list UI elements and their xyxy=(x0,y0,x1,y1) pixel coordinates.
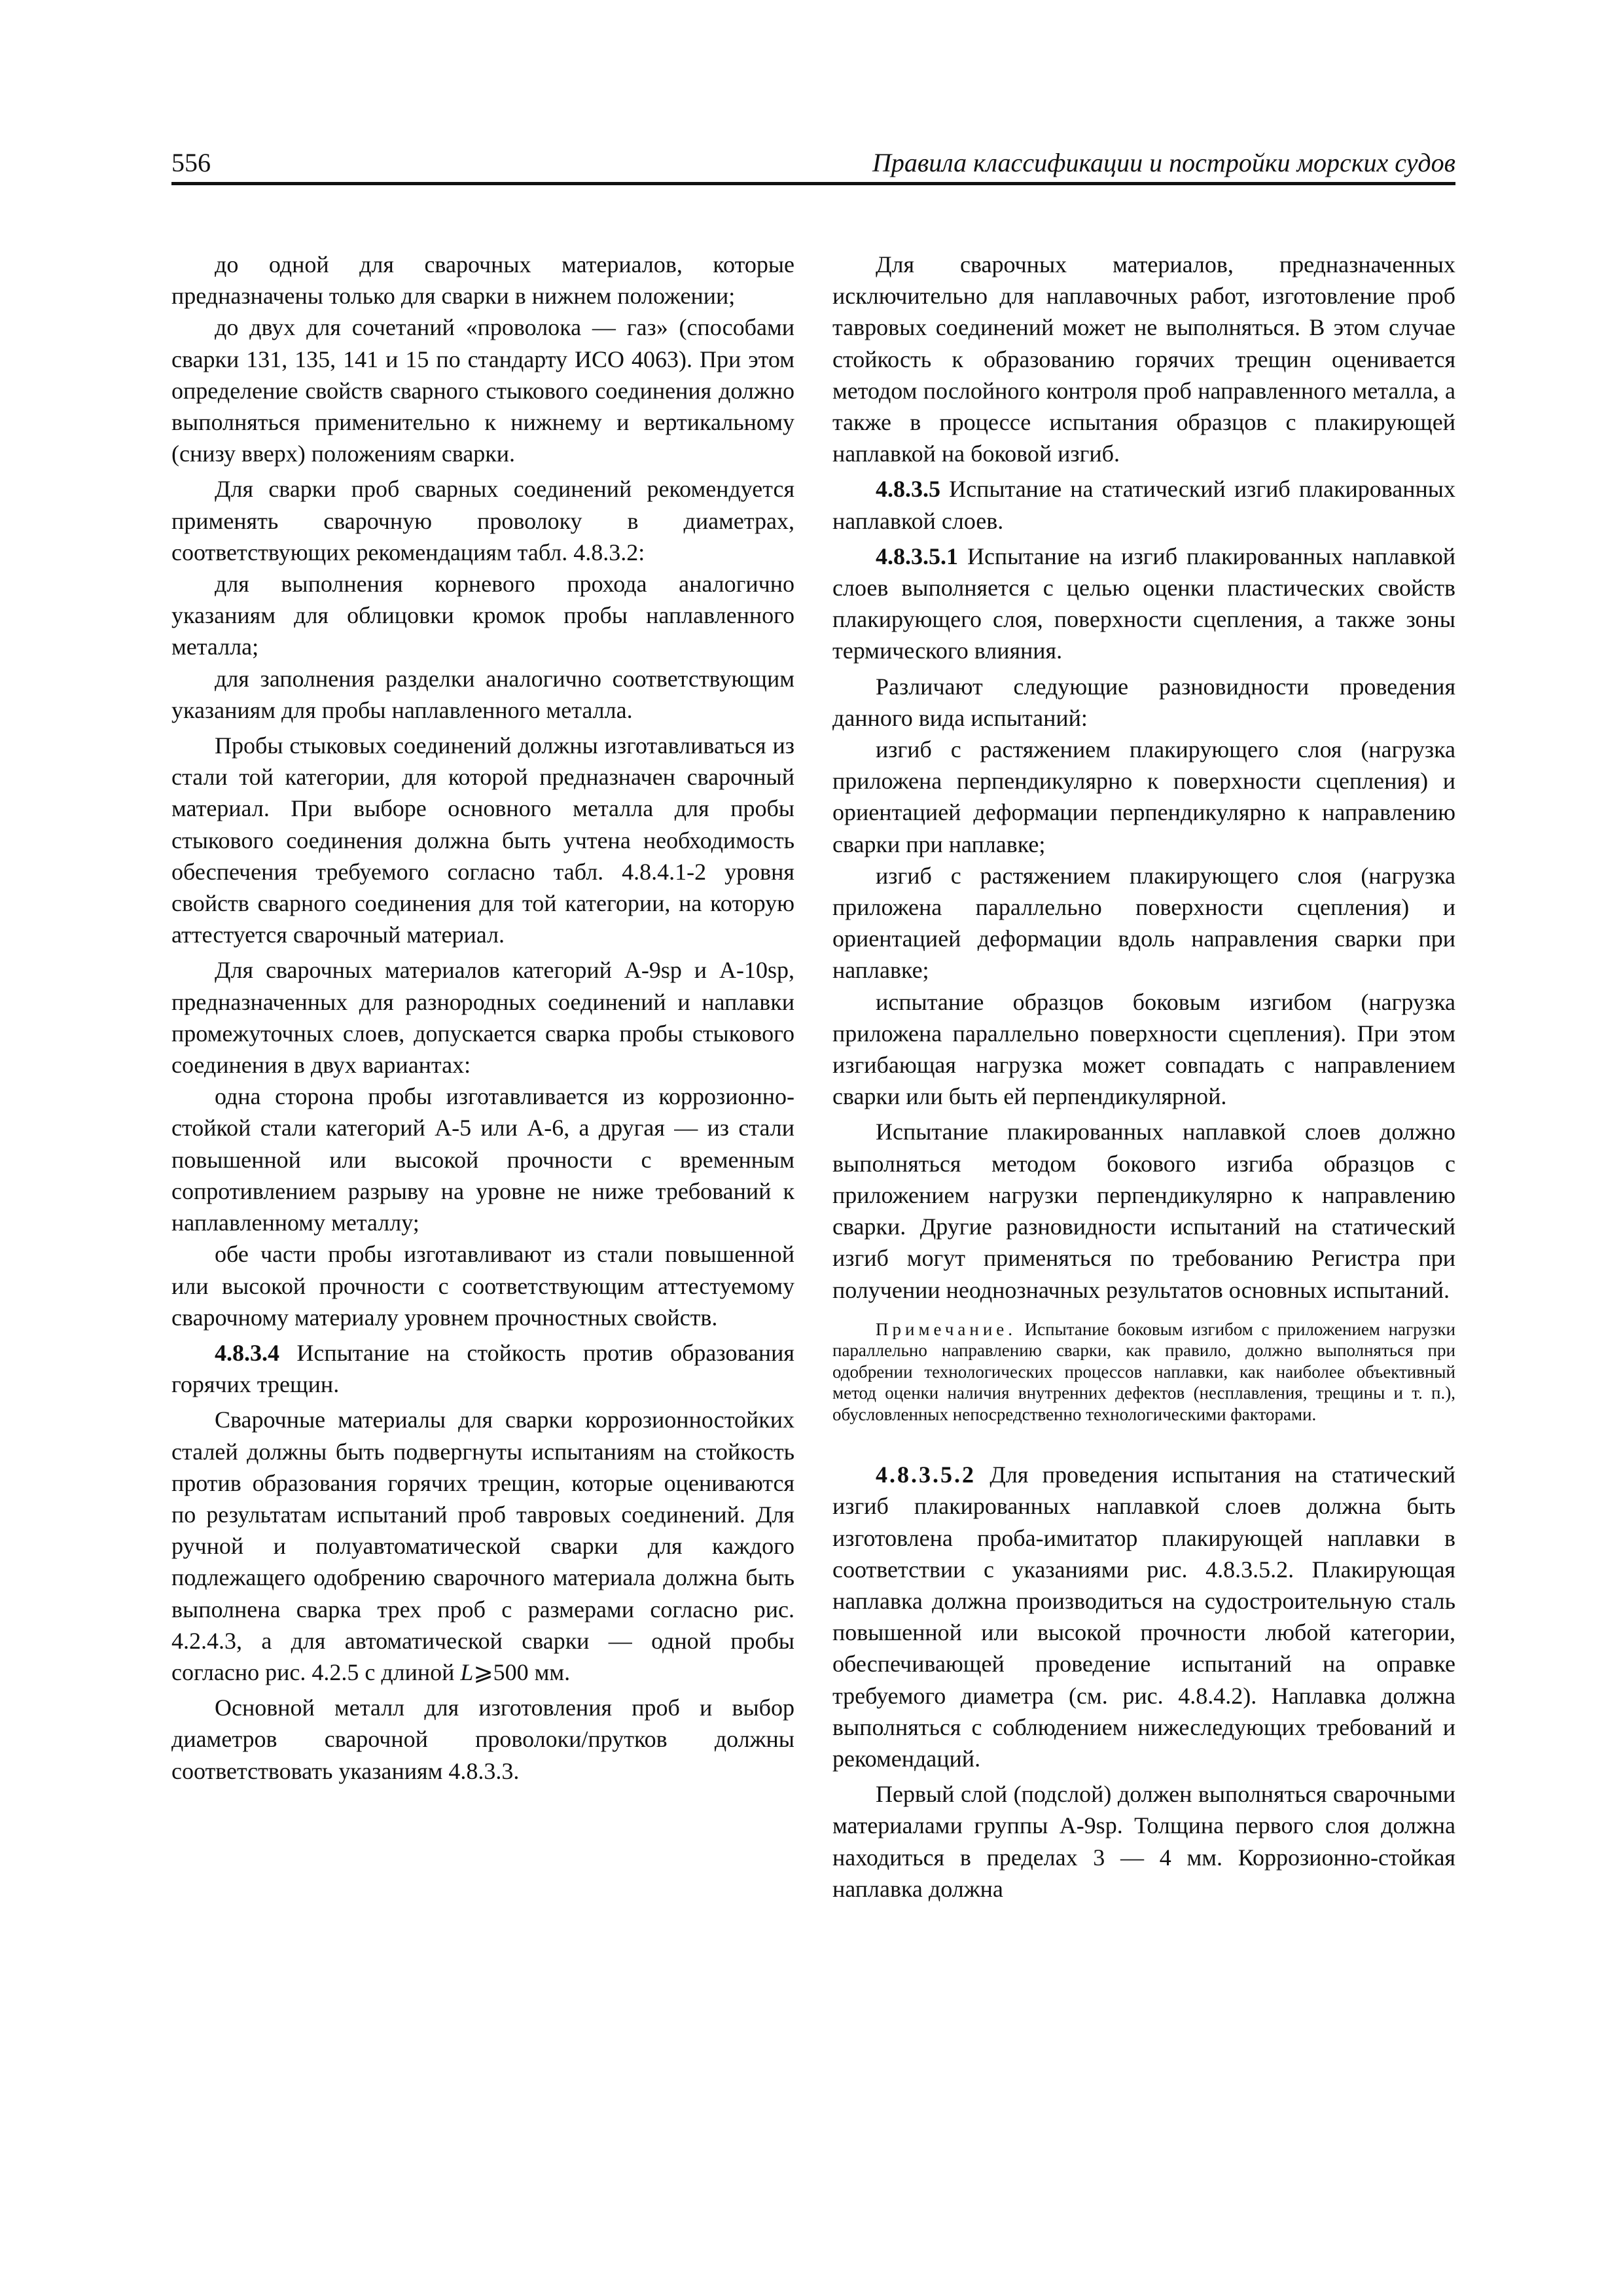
paragraph: Для сварки проб сварных соединений рекомендуется применять сварочную проволоку в диаметрах, соответствующих рекомендациям табл. 4.8.3.2: xyxy=(171,476,794,565)
paragraph: Различают следующие разновидности проведения данного вида испытаний: xyxy=(832,673,1455,731)
page-header xyxy=(171,145,1455,185)
paragraph: до двух для сочетаний «проволока — газ» (способами сварки 131, 135, 141 и 15 по стандарту ИСО 4063). При этом определение свойств сварного стыкового соединения должно выполняться применительно к нижнему и вертикальному (снизу вверх) положениям сварки. xyxy=(171,314,794,467)
section-text: Для проведения испытания на статический изгиб плакированных наплавкой слоев должна быть изготовлена проба-имитатор плакирующей наплавки в соответствии с указаниями рис. 4.8.3.5.2. Плакирующая наплавка должна производиться на судостроительную сталь повышенной или высокой прочности любой категории, обеспечивающей проведение испытаний на оправке требуемого диаметра (см. рис. 4.8.4.2). Наплавка должна выполняться с соблюдением нижеследующих требований и рекомендаций. xyxy=(832,1462,1455,1772)
paragraph: Пробы стыковых соединений должны изготавливаться из стали той категории, для которой предназначен сварочный материал. При выборе основного металла для пробы стыкового соединения должна быть учтена необходимость обеспечения требуемого согласно табл. 4.8.4.1-2 уровня свойств сварного соединения для той категории, на которую аттестуется сварочный материал. xyxy=(171,732,794,948)
section-heading-4834 xyxy=(171,1337,794,1400)
running-title: Правила классификации и постройки морских судов xyxy=(872,148,1455,177)
note-text: Испытание боковым изгибом с приложением нагрузки параллельно направлению сварки, как правило, должно выполняться при одобрении технологических процессов наплавки, как наиболее объективный метод оценки наличия внутренних дефектов (несплавления, трещины и т. п.), обусловленных непосредственно технологическими факторами. xyxy=(832,1319,1455,1424)
section-text: Испытание на изгиб плакированных наплавкой слоев выполняется с целью оценки пластических свойств плакирующего слоя, поверхности сцепления, а также зоны термического влияния. xyxy=(832,543,1455,664)
paragraph: Испытание плакированных наплавкой слоев должно выполняться методом бокового изгиба образцов с приложением нагрузки перпендикулярно к направлению сварки. Другие разновидности испытаний на статический изгиб могут применяться по требованию Регистра при получении неоднозначных результатов основных испытаний. xyxy=(832,1119,1455,1303)
section-number: 4.8.3.4 xyxy=(215,1339,279,1366)
section-heading-4835 xyxy=(832,473,1455,536)
paragraph-text: Сварочные материалы для сварки коррозионностойких сталей должны быть подвергнуты испытаниям на стойкость против образования горячих трещин, которые оцениваются по результатам испытаний проб тавровых соединений. Для ручной и полуавтоматической сварки для каждого подлежащего одобрению сварочного материала должна быть выполнена сварка трех проб с размерами согласно рис. 4.2.4.3, а для автоматической сварки — одной пробы согласно рис. 4.2.5 с длиной xyxy=(171,1407,794,1685)
section-number: 4.8.3.5.1 xyxy=(876,543,958,569)
paragraph: для заполнения разделки аналогично соответствующим указаниям для пробы наплавленного металла. xyxy=(171,665,794,723)
paragraph: до одной для сварочных материалов, которые предназначены только для сварки в нижнем положении; xyxy=(171,251,794,310)
paragraph: одна сторона пробы изготавливается из коррозионно-стойкой стали категорий A-5 или A-6, а другая — из стали повышенной или высокой прочности с временным сопротивлением разрыву на уровне не ниже требований к наплавленному металлу; xyxy=(171,1083,794,1236)
right-column xyxy=(832,249,1455,1905)
note xyxy=(832,1319,1455,1426)
paragraph xyxy=(171,1404,794,1688)
section-title: Испытание на статический изгиб плакированных наплавкой слоев. xyxy=(832,476,1455,534)
length-variable: L xyxy=(460,1659,474,1685)
section-48351 xyxy=(832,541,1455,667)
note-label: Примечание. xyxy=(876,1319,1017,1339)
section-title: Испытание на стойкость против образования горячих трещин. xyxy=(171,1339,794,1398)
length-value: ⩾500 мм. xyxy=(473,1659,571,1685)
section-number: 4.8.3.5 xyxy=(876,476,940,503)
list-item: изгиб с растяжением плакирующего слоя (нагрузка приложена параллельно поверхности сцепления) и ориентацией деформации вдоль направления сварки при наплавке; xyxy=(832,862,1455,984)
paragraph: для выполнения корневого прохода аналогично указаниям для облицовки кромок пробы наплавленного металла; xyxy=(171,571,794,660)
list-item: испытание образцов боковым изгибом (нагрузка приложена параллельно поверхности сцепления). При этом изгибающая нагрузка может совпадать с направлением сварки или быть ей перпендикулярной. xyxy=(832,988,1455,1110)
paragraph: Первый слой (подслой) должен выполняться сварочными материалами группы A-9sp. Толщина первого слоя должна находиться в пределах 3 — 4 мм. Коррозионно-стойкая наплавка должна xyxy=(832,1781,1455,1902)
paragraph: Для сварочных материалов, предназначенных исключительно для наплавочных работ, изготовление проб тавровых соединений может не выполняться. В этом случае стойкость к образованию горячих трещин оценивается методом послойного контроля проб направленного металла, а также в процессе испытания образцов с плакирующей наплавкой на боковой изгиб. xyxy=(832,251,1455,467)
list-item: изгиб с растяжением плакирующего слоя (нагрузка приложена перпендикулярно к поверхности сцепления) и ориентацией деформации перпендикулярно к направлению сварки при наплавке; xyxy=(832,736,1455,857)
paragraph: Основной металл для изготовления проб и выбор диаметров сварочной проволоки/прутков должны соответствовать указаниям 4.8.3.3. xyxy=(171,1695,794,1784)
page-number: 556 xyxy=(171,148,211,177)
paragraph: Для сварочных материалов категорий A-9sp и A-10sp, предназначенных для разнородных соединений и наплавки промежуточных слоев, допускается сварка пробы стыкового соединения в двух вариантах: xyxy=(171,957,794,1079)
section-number: 4.8.3.5.2 xyxy=(876,1462,976,1488)
paragraph: обе части пробы изготавливают из стали повышенной или высокой прочности с соответствующим аттестуемому сварочному материалу уровнем прочностных свойств. xyxy=(171,1241,794,1331)
section-48352 xyxy=(832,1459,1455,1774)
left-column xyxy=(171,249,794,1787)
